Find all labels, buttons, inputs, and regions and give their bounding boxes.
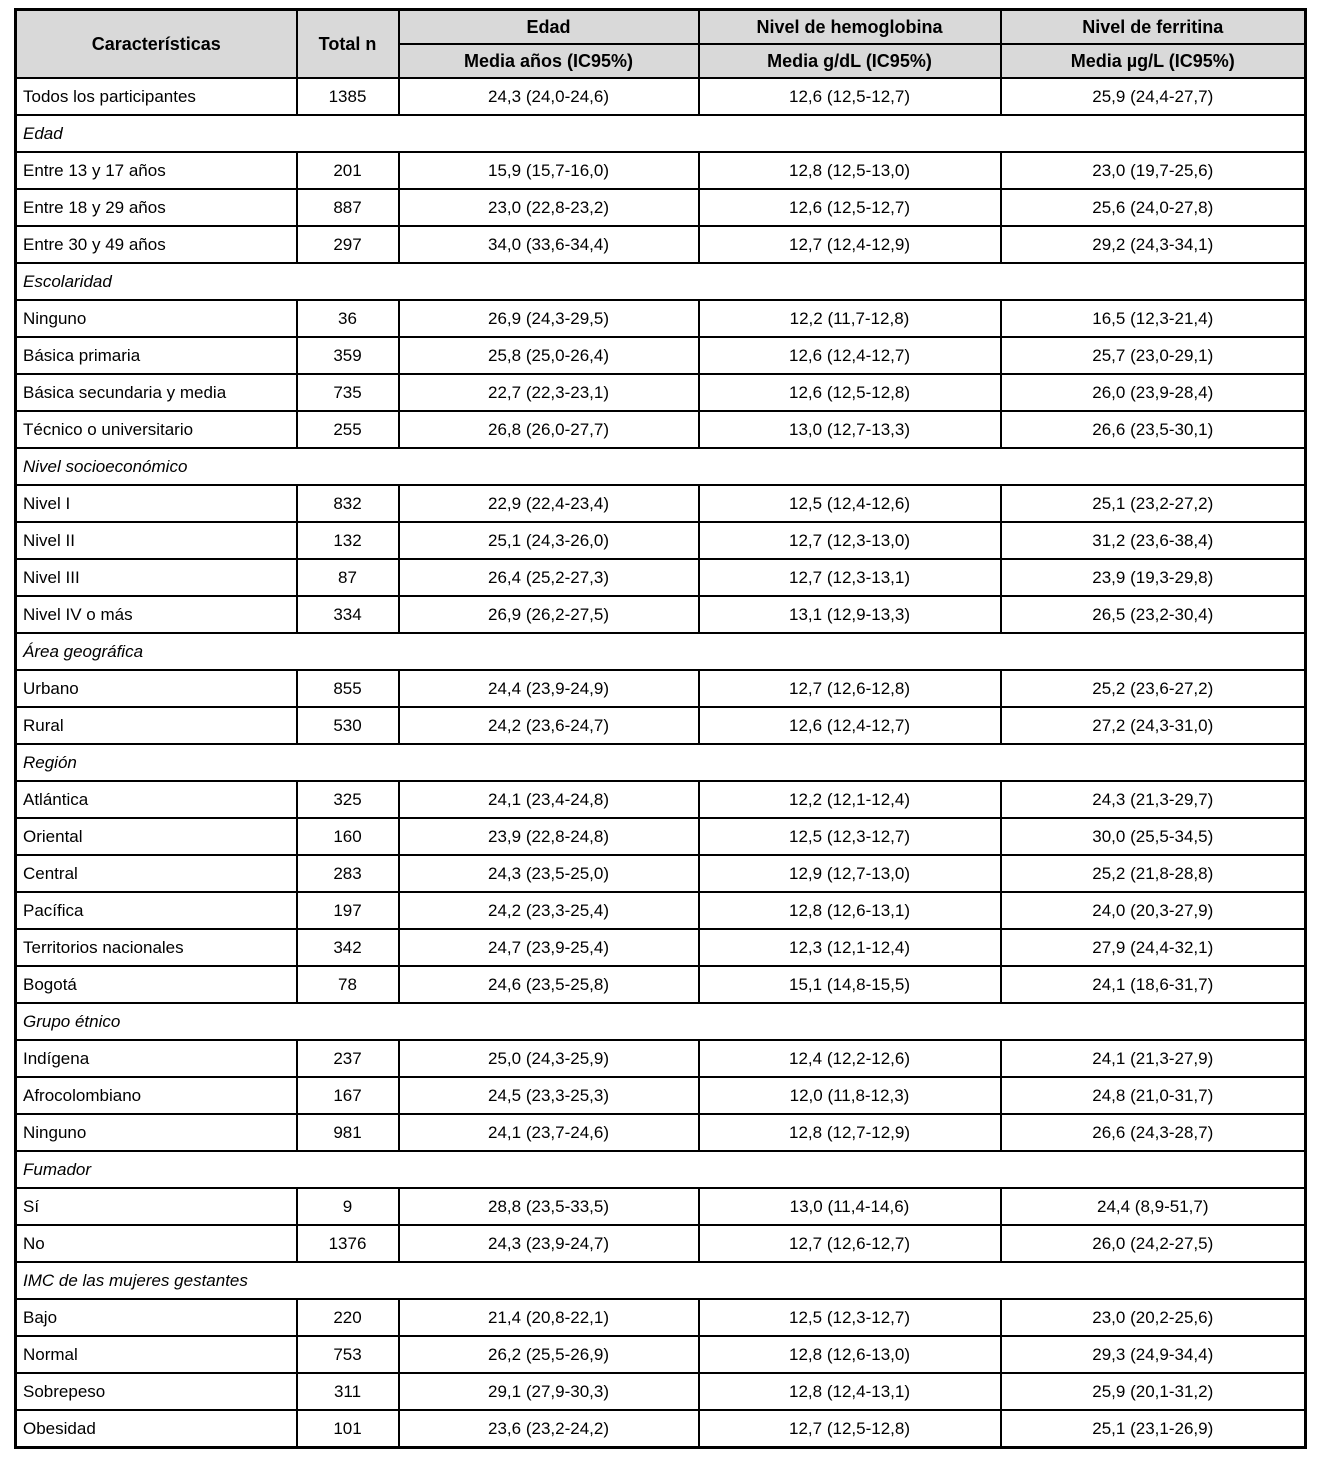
row-label: Oriental: [16, 818, 297, 855]
hemoglobina-cell: 12,8 (12,6-13,1): [699, 892, 1001, 929]
table-row: [16, 189, 1306, 226]
row-label: Entre 30 y 49 años: [16, 226, 297, 263]
edad-cell: 23,9 (22,8-24,8): [399, 818, 699, 855]
section-label: Fumador: [16, 1151, 1306, 1188]
total-n-cell: 201: [297, 152, 399, 189]
ferritina-cell: 25,1 (23,2-27,2): [1001, 485, 1306, 522]
hemoglobina-cell: 12,9 (12,7-13,0): [699, 855, 1001, 892]
row-label: No: [16, 1225, 297, 1262]
participants-statistics-table: [14, 8, 1307, 1449]
edad-cell: 24,1 (23,4-24,8): [399, 781, 699, 818]
section-label: IMC de las mujeres gestantes: [16, 1262, 1306, 1299]
row-label: Nivel IV o más: [16, 596, 297, 633]
ferritina-cell: 23,9 (19,3-29,8): [1001, 559, 1306, 596]
subheader-hemoglobina: Media g/dL (IC95%): [699, 44, 1001, 78]
table-row: [16, 1410, 1306, 1448]
row-label: Normal: [16, 1336, 297, 1373]
table-row: [16, 1114, 1306, 1151]
total-n-cell: 9: [297, 1188, 399, 1225]
row-label: Territorios nacionales: [16, 929, 297, 966]
section-row: [16, 263, 1306, 300]
hemoglobina-cell: 13,0 (12,7-13,3): [699, 411, 1001, 448]
total-n-cell: 832: [297, 485, 399, 522]
hemoglobina-cell: 12,8 (12,5-13,0): [699, 152, 1001, 189]
row-label: Básica primaria: [16, 337, 297, 374]
ferritina-cell: 25,7 (23,0-29,1): [1001, 337, 1306, 374]
edad-cell: 26,8 (26,0-27,7): [399, 411, 699, 448]
table-row: [16, 855, 1306, 892]
hemoglobina-cell: 12,0 (11,8-12,3): [699, 1077, 1001, 1114]
row-label: Pacífica: [16, 892, 297, 929]
table-body: [16, 78, 1306, 1448]
row-label: Básica secundaria y media: [16, 374, 297, 411]
total-n-cell: 981: [297, 1114, 399, 1151]
row-label: Ninguno: [16, 1114, 297, 1151]
edad-cell: 26,2 (25,5-26,9): [399, 1336, 699, 1373]
section-label: Escolaridad: [16, 263, 1306, 300]
ferritina-cell: 26,0 (24,2-27,5): [1001, 1225, 1306, 1262]
hemoglobina-cell: 12,7 (12,5-12,8): [699, 1410, 1001, 1448]
section-label: Nivel socioeconómico: [16, 448, 1306, 485]
hemoglobina-cell: 12,6 (12,5-12,8): [699, 374, 1001, 411]
table-row: [16, 1077, 1306, 1114]
edad-cell: 28,8 (23,5-33,5): [399, 1188, 699, 1225]
hemoglobina-cell: 12,8 (12,4-13,1): [699, 1373, 1001, 1410]
table-row: [16, 226, 1306, 263]
table-row: [16, 411, 1306, 448]
total-n-cell: 167: [297, 1077, 399, 1114]
total-n-cell: 255: [297, 411, 399, 448]
total-n-cell: 297: [297, 226, 399, 263]
hemoglobina-cell: 12,5 (12,3-12,7): [699, 1299, 1001, 1336]
subheader-edad: Media años (IC95%): [399, 44, 699, 78]
total-n-cell: 359: [297, 337, 399, 374]
table-row: [16, 78, 1306, 115]
ferritina-cell: 29,3 (24,9-34,4): [1001, 1336, 1306, 1373]
row-label: Indígena: [16, 1040, 297, 1077]
ferritina-cell: 24,0 (20,3-27,9): [1001, 892, 1306, 929]
total-n-cell: 530: [297, 707, 399, 744]
ferritina-cell: 23,0 (19,7-25,6): [1001, 152, 1306, 189]
section-label: Edad: [16, 115, 1306, 152]
total-n-cell: 342: [297, 929, 399, 966]
row-label: Bajo: [16, 1299, 297, 1336]
ferritina-cell: 25,2 (23,6-27,2): [1001, 670, 1306, 707]
ferritina-cell: 26,5 (23,2-30,4): [1001, 596, 1306, 633]
hemoglobina-cell: 12,5 (12,3-12,7): [699, 818, 1001, 855]
section-label: Región: [16, 744, 1306, 781]
ferritina-cell: 24,1 (21,3-27,9): [1001, 1040, 1306, 1077]
table-row: [16, 374, 1306, 411]
ferritina-cell: 26,6 (23,5-30,1): [1001, 411, 1306, 448]
total-n-cell: 87: [297, 559, 399, 596]
table-row: [16, 670, 1306, 707]
total-n-cell: 220: [297, 1299, 399, 1336]
header-ferritina: Nivel de ferritina: [1001, 10, 1306, 45]
table-row: [16, 559, 1306, 596]
total-n-cell: 197: [297, 892, 399, 929]
table-row: [16, 522, 1306, 559]
ferritina-cell: 24,1 (18,6-31,7): [1001, 966, 1306, 1003]
edad-cell: 26,9 (24,3-29,5): [399, 300, 699, 337]
total-n-cell: 78: [297, 966, 399, 1003]
total-n-cell: 132: [297, 522, 399, 559]
total-n-cell: 1385: [297, 78, 399, 115]
total-n-cell: 160: [297, 818, 399, 855]
edad-cell: 21,4 (20,8-22,1): [399, 1299, 699, 1336]
hemoglobina-cell: 12,6 (12,5-12,7): [699, 78, 1001, 115]
total-n-cell: 334: [297, 596, 399, 633]
ferritina-cell: 23,0 (20,2-25,6): [1001, 1299, 1306, 1336]
edad-cell: 23,0 (22,8-23,2): [399, 189, 699, 226]
row-label: Técnico o universitario: [16, 411, 297, 448]
row-label: Afrocolombiano: [16, 1077, 297, 1114]
hemoglobina-cell: 12,7 (12,6-12,7): [699, 1225, 1001, 1262]
row-label: Urbano: [16, 670, 297, 707]
total-n-cell: 101: [297, 1410, 399, 1448]
row-label: Rural: [16, 707, 297, 744]
hemoglobina-cell: 12,5 (12,4-12,6): [699, 485, 1001, 522]
edad-cell: 24,3 (23,9-24,7): [399, 1225, 699, 1262]
hemoglobina-cell: 12,3 (12,1-12,4): [699, 929, 1001, 966]
ferritina-cell: 25,6 (24,0-27,8): [1001, 189, 1306, 226]
hemoglobina-cell: 12,7 (12,4-12,9): [699, 226, 1001, 263]
table-row: [16, 337, 1306, 374]
table-row: [16, 596, 1306, 633]
edad-cell: 25,0 (24,3-25,9): [399, 1040, 699, 1077]
ferritina-cell: 25,2 (21,8-28,8): [1001, 855, 1306, 892]
ferritina-cell: 29,2 (24,3-34,1): [1001, 226, 1306, 263]
row-label: Bogotá: [16, 966, 297, 1003]
edad-cell: 26,4 (25,2-27,3): [399, 559, 699, 596]
section-row: [16, 1003, 1306, 1040]
hemoglobina-cell: 12,6 (12,4-12,7): [699, 337, 1001, 374]
edad-cell: 25,1 (24,3-26,0): [399, 522, 699, 559]
hemoglobina-cell: 12,2 (12,1-12,4): [699, 781, 1001, 818]
edad-cell: 25,8 (25,0-26,4): [399, 337, 699, 374]
table-row: [16, 1188, 1306, 1225]
section-row: [16, 448, 1306, 485]
total-n-cell: 311: [297, 1373, 399, 1410]
hemoglobina-cell: 12,2 (11,7-12,8): [699, 300, 1001, 337]
edad-cell: 24,6 (23,5-25,8): [399, 966, 699, 1003]
edad-cell: 34,0 (33,6-34,4): [399, 226, 699, 263]
edad-cell: 15,9 (15,7-16,0): [399, 152, 699, 189]
total-n-cell: 887: [297, 189, 399, 226]
row-label: Nivel I: [16, 485, 297, 522]
edad-cell: 24,2 (23,3-25,4): [399, 892, 699, 929]
table-row: [16, 1299, 1306, 1336]
row-label: Central: [16, 855, 297, 892]
hemoglobina-cell: 12,4 (12,2-12,6): [699, 1040, 1001, 1077]
edad-cell: 24,4 (23,9-24,9): [399, 670, 699, 707]
edad-cell: 22,9 (22,4-23,4): [399, 485, 699, 522]
edad-cell: 23,6 (23,2-24,2): [399, 1410, 699, 1448]
ferritina-cell: 25,9 (24,4-27,7): [1001, 78, 1306, 115]
section-label: Grupo étnico: [16, 1003, 1306, 1040]
row-label: Nivel II: [16, 522, 297, 559]
total-n-cell: 36: [297, 300, 399, 337]
edad-cell: 24,5 (23,3-25,3): [399, 1077, 699, 1114]
ferritina-cell: 31,2 (23,6-38,4): [1001, 522, 1306, 559]
table-header: [16, 10, 1306, 79]
hemoglobina-cell: 13,1 (12,9-13,3): [699, 596, 1001, 633]
hemoglobina-cell: 15,1 (14,8-15,5): [699, 966, 1001, 1003]
table-row: [16, 1373, 1306, 1410]
row-label: Sobrepeso: [16, 1373, 297, 1410]
hemoglobina-cell: 12,6 (12,4-12,7): [699, 707, 1001, 744]
hemoglobina-cell: 13,0 (11,4-14,6): [699, 1188, 1001, 1225]
table-row: [16, 1225, 1306, 1262]
ferritina-cell: 24,4 (8,9-51,7): [1001, 1188, 1306, 1225]
total-n-cell: 283: [297, 855, 399, 892]
table-row: [16, 1336, 1306, 1373]
ferritina-cell: 27,2 (24,3-31,0): [1001, 707, 1306, 744]
edad-cell: 24,7 (23,9-25,4): [399, 929, 699, 966]
ferritina-cell: 26,6 (24,3-28,7): [1001, 1114, 1306, 1151]
edad-cell: 24,3 (24,0-24,6): [399, 78, 699, 115]
total-n-cell: 325: [297, 781, 399, 818]
section-row: [16, 633, 1306, 670]
table-row: [16, 929, 1306, 966]
hemoglobina-cell: 12,6 (12,5-12,7): [699, 189, 1001, 226]
row-label: Todos los participantes: [16, 78, 297, 115]
edad-cell: 26,9 (26,2-27,5): [399, 596, 699, 633]
ferritina-cell: 24,8 (21,0-31,7): [1001, 1077, 1306, 1114]
header-hemoglobina: Nivel de hemoglobina: [699, 10, 1001, 45]
table-row: [16, 892, 1306, 929]
hemoglobina-cell: 12,8 (12,6-13,0): [699, 1336, 1001, 1373]
ferritina-cell: 24,3 (21,3-29,7): [1001, 781, 1306, 818]
ferritina-cell: 25,9 (20,1-31,2): [1001, 1373, 1306, 1410]
table-row: [16, 818, 1306, 855]
ferritina-cell: 16,5 (12,3-21,4): [1001, 300, 1306, 337]
ferritina-cell: 26,0 (23,9-28,4): [1001, 374, 1306, 411]
row-label: Entre 13 y 17 años: [16, 152, 297, 189]
hemoglobina-cell: 12,8 (12,7-12,9): [699, 1114, 1001, 1151]
section-label: Área geográfica: [16, 633, 1306, 670]
row-label: Obesidad: [16, 1410, 297, 1448]
table-row: [16, 152, 1306, 189]
edad-cell: 24,2 (23,6-24,7): [399, 707, 699, 744]
table-row: [16, 1040, 1306, 1077]
table-row: [16, 300, 1306, 337]
table-row: [16, 781, 1306, 818]
total-n-cell: 1376: [297, 1225, 399, 1262]
section-row: [16, 115, 1306, 152]
section-row: [16, 744, 1306, 781]
header-caracteristicas: Características: [16, 10, 297, 79]
hemoglobina-cell: 12,7 (12,3-13,1): [699, 559, 1001, 596]
row-label: Ninguno: [16, 300, 297, 337]
row-label: Atlántica: [16, 781, 297, 818]
total-n-cell: 735: [297, 374, 399, 411]
row-label: Entre 18 y 29 años: [16, 189, 297, 226]
table-row: [16, 966, 1306, 1003]
edad-cell: 24,1 (23,7-24,6): [399, 1114, 699, 1151]
section-row: [16, 1151, 1306, 1188]
subheader-ferritina: Media µg/L (IC95%): [1001, 44, 1306, 78]
edad-cell: 24,3 (23,5-25,0): [399, 855, 699, 892]
ferritina-cell: 25,1 (23,1-26,9): [1001, 1410, 1306, 1448]
header-row-top: [16, 10, 1306, 45]
edad-cell: 22,7 (22,3-23,1): [399, 374, 699, 411]
total-n-cell: 237: [297, 1040, 399, 1077]
row-label: Sí: [16, 1188, 297, 1225]
edad-cell: 29,1 (27,9-30,3): [399, 1373, 699, 1410]
total-n-cell: 753: [297, 1336, 399, 1373]
header-total-n: Total n: [297, 10, 399, 79]
ferritina-cell: 30,0 (25,5-34,5): [1001, 818, 1306, 855]
hemoglobina-cell: 12,7 (12,3-13,0): [699, 522, 1001, 559]
row-label: Nivel III: [16, 559, 297, 596]
header-edad: Edad: [399, 10, 699, 45]
table-row: [16, 707, 1306, 744]
ferritina-cell: 27,9 (24,4-32,1): [1001, 929, 1306, 966]
hemoglobina-cell: 12,7 (12,6-12,8): [699, 670, 1001, 707]
section-row: [16, 1262, 1306, 1299]
table-row: [16, 485, 1306, 522]
total-n-cell: 855: [297, 670, 399, 707]
